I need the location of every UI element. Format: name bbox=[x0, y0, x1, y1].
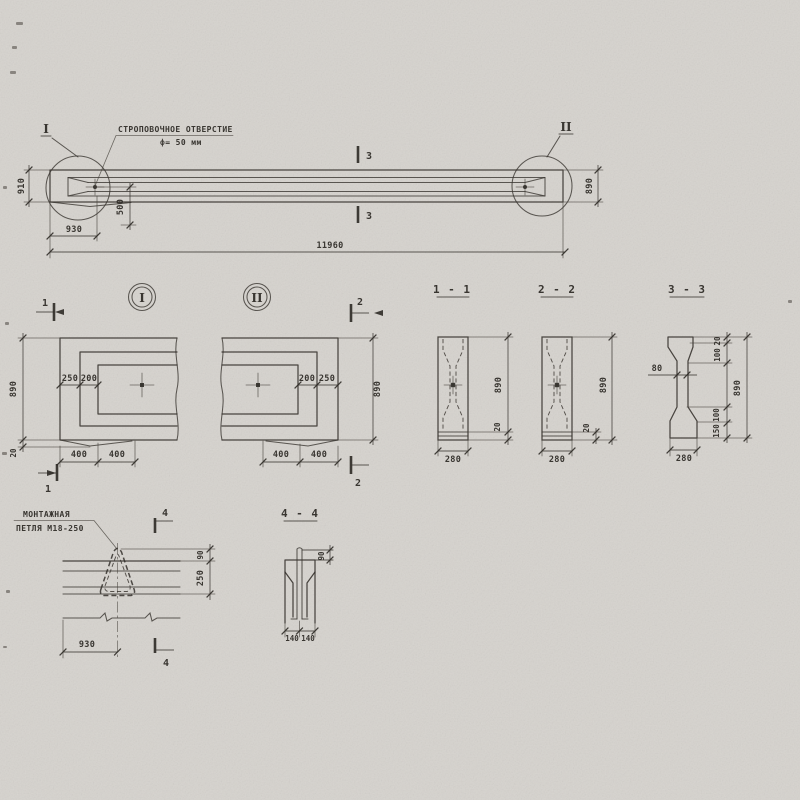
dim-400b: 400 bbox=[108, 450, 126, 460]
dim-250: 250 bbox=[61, 374, 79, 384]
dim-400a: 400 bbox=[272, 450, 290, 460]
cut-2-label: 2 bbox=[354, 478, 362, 489]
dim-890: 890 bbox=[373, 380, 383, 398]
dim-140b: 140 bbox=[301, 634, 315, 643]
dim-280: 280 bbox=[675, 454, 693, 464]
hole-callout-line2: ф= 50 мм bbox=[160, 138, 202, 147]
dim-140a: 140 bbox=[285, 634, 299, 643]
dim-80: 80 bbox=[651, 364, 663, 374]
dim-890: 890 bbox=[585, 177, 595, 195]
dim-20: 20 bbox=[582, 423, 591, 433]
detail-i-title: I bbox=[139, 291, 145, 305]
dim-890: 890 bbox=[733, 379, 743, 397]
dim-500: 500 bbox=[116, 198, 126, 216]
hole-center-mark bbox=[140, 383, 144, 387]
dim-400b: 400 bbox=[310, 450, 328, 460]
cut-1-label: 1 bbox=[44, 484, 52, 495]
dim-90: 90 bbox=[196, 550, 205, 560]
dim-100-top: 100 bbox=[713, 348, 722, 362]
section-1-1-title: 1 - 1 bbox=[432, 283, 472, 296]
dim-11960: 11960 bbox=[316, 241, 344, 251]
dim-890: 890 bbox=[494, 376, 504, 394]
section-4-4-title: 4 - 4 bbox=[280, 507, 320, 520]
dim-890: 890 bbox=[9, 380, 19, 398]
cut-4-label: 4 bbox=[162, 658, 170, 669]
section-3-3-title: 3 - 3 bbox=[667, 283, 707, 296]
dim-930: 930 bbox=[78, 640, 96, 650]
loop-label-line1: МОНТАЖНАЯ bbox=[23, 510, 70, 519]
dim-200: 200 bbox=[298, 374, 316, 384]
cut-2-label: 2 bbox=[356, 297, 364, 308]
cut-3-label: 3 bbox=[366, 151, 373, 162]
dim-930: 930 bbox=[65, 225, 83, 235]
dim-100-bottom: 100 bbox=[712, 408, 721, 422]
hole-center-mark bbox=[256, 383, 260, 387]
detail-ii-title: II bbox=[251, 291, 263, 305]
dim-910: 910 bbox=[17, 177, 27, 195]
section-2-2-title: 2 - 2 bbox=[537, 283, 577, 296]
dim-20: 20 bbox=[493, 422, 502, 432]
dim-250: 250 bbox=[318, 374, 336, 384]
detail-mark-left-label: I bbox=[43, 122, 49, 136]
loop-label-line2: ПЕТЛЯ М18-250 bbox=[16, 524, 84, 533]
dim-90: 90 bbox=[317, 551, 326, 561]
dim-150: 150 bbox=[712, 424, 721, 438]
anchor-mark bbox=[555, 383, 559, 387]
cut-4-label: 4 bbox=[161, 508, 169, 519]
cut-1-label: 1 bbox=[41, 298, 49, 309]
dim-400a: 400 bbox=[70, 450, 88, 460]
detail-mark-right-label: II bbox=[560, 120, 572, 134]
dim-200: 200 bbox=[80, 374, 98, 384]
hole-callout-line1: СТРОПОВОЧНОЕ ОТВЕРСТИЕ bbox=[118, 125, 233, 134]
dim-20: 20 bbox=[713, 336, 722, 346]
cut-3-label: 3 bbox=[366, 211, 373, 222]
dim-20: 20 bbox=[9, 448, 18, 458]
dim-280: 280 bbox=[548, 455, 566, 465]
dim-890: 890 bbox=[599, 376, 609, 394]
anchor-mark bbox=[451, 383, 455, 387]
dim-280: 280 bbox=[444, 455, 462, 465]
dim-250: 250 bbox=[196, 569, 206, 587]
